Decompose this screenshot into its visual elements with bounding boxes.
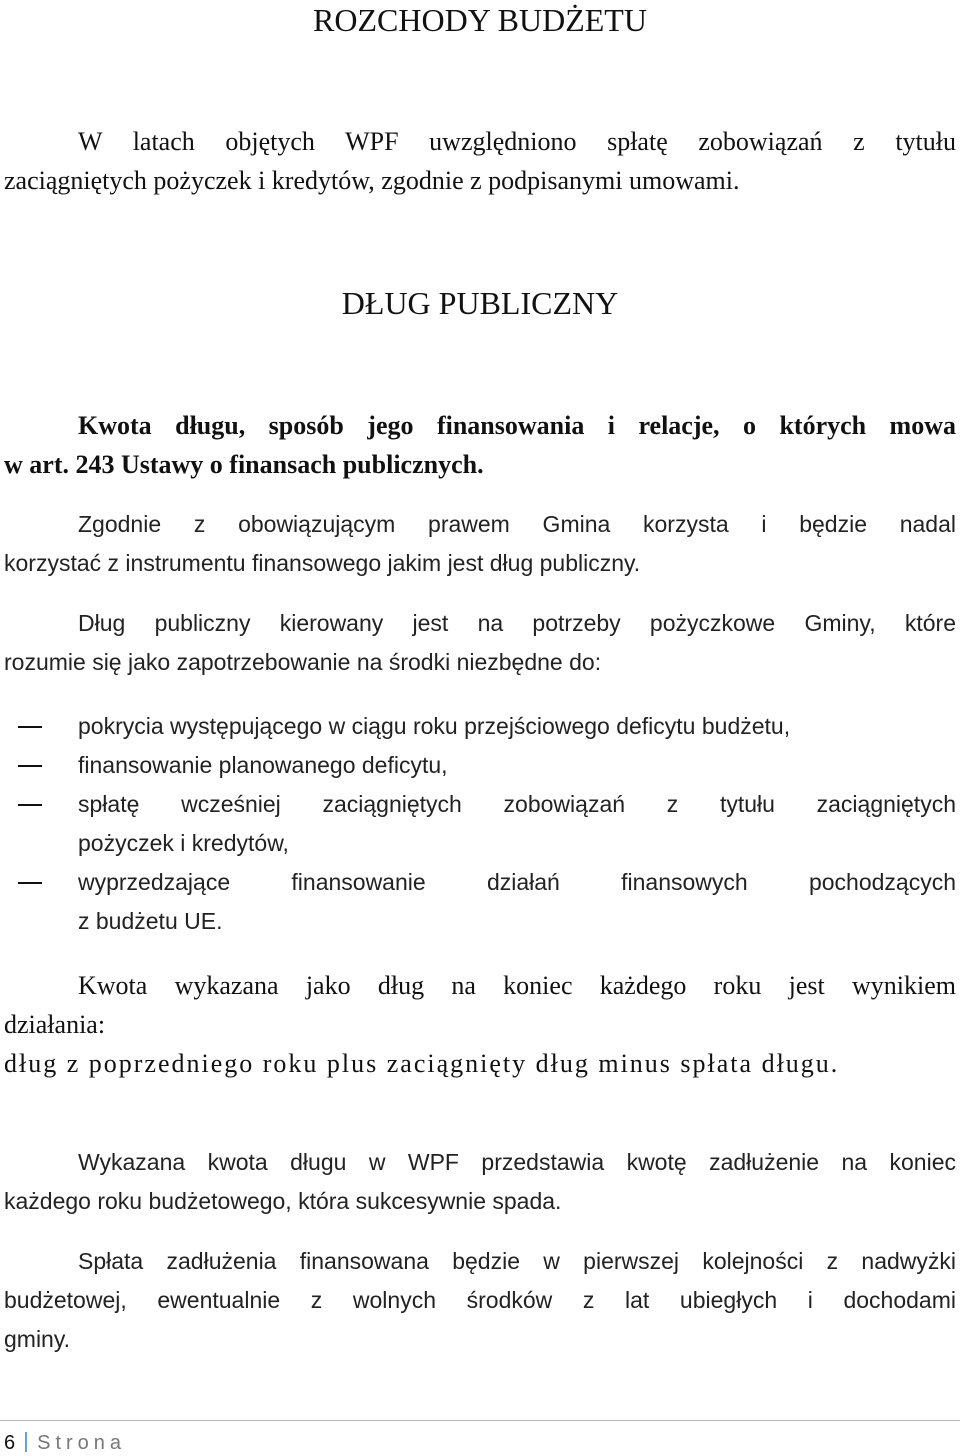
section-heading-dlug: DŁUG PUBLICZNY <box>341 285 619 321</box>
purposes-list <box>4 707 956 941</box>
list-item <box>4 785 956 863</box>
list-item <box>4 863 956 941</box>
text-line: działania: <box>4 1010 106 1039</box>
text-line: w art. 243 Ustawy o finansach publicznych. <box>4 450 484 479</box>
list-item-text: finansowanie planowanego deficytu, <box>78 752 448 778</box>
list-item-text: z budżetu UE. <box>78 908 223 934</box>
dash-bullet-icon <box>18 726 42 728</box>
text-line: Spłata zadłużenia finansowana będzie w pierwszej kolejności z nadwyżki <box>78 1248 956 1274</box>
debt-formula: dług z poprzedniego roku plus zaciągnięty dług minus spłata długu. <box>4 1049 840 1078</box>
paragraph-wykazana-kwota <box>4 1143 956 1221</box>
list-item-text: spłatę wcześniej zaciągniętych zobowiązań z tytułu zaciągniętych <box>78 791 956 817</box>
dash-bullet-icon <box>18 882 42 884</box>
text-line: Dług publiczny kierowany jest na potrzeby pożyczkowe Gminy, które <box>78 610 956 636</box>
footer-separator <box>25 1432 27 1452</box>
paragraph-dlug-publiczny <box>4 604 956 682</box>
dash-bullet-icon <box>18 765 42 767</box>
text-line: budżetowej, ewentualnie z wolnych środków z lat ubiegłych i dochodami <box>4 1287 956 1313</box>
text-line: Zgodnie z obowiązującym prawem Gmina korzysta i będzie nadal <box>78 511 956 537</box>
text-line: Kwota długu, sposób jego finansowania i relacje, o których mowa <box>78 411 956 440</box>
paragraph-kwota-wykazana <box>4 966 956 1083</box>
text-line: Wykazana kwota długu w WPF przedstawia kwotę zadłużenie na koniec <box>78 1149 956 1175</box>
paragraph-splata <box>4 1242 956 1359</box>
list-item-text: pożyczek i kredytów, <box>78 830 289 856</box>
dash-bullet-icon <box>18 804 42 806</box>
section-heading-rozchody: ROZCHODY BUDŻETU <box>313 2 647 38</box>
list-item <box>4 746 956 785</box>
footer-divider <box>0 1420 960 1421</box>
list-item <box>4 707 956 746</box>
text-line: rozumie się jako zapotrzebowanie na środki niezbędne do: <box>4 649 602 675</box>
text-line: zaciągniętych pożyczek i kredytów, zgodnie z podpisanymi umowami. <box>4 166 740 195</box>
text-line: każdego roku budżetowego, która sukcesywnie spada. <box>4 1188 562 1214</box>
list-item-text: pokrycia występującego w ciągu roku przejściowego deficytu budżetu, <box>78 713 791 739</box>
page-footer <box>4 1432 126 1454</box>
text-line: gminy. <box>4 1326 71 1352</box>
paragraph-zgodnie <box>4 505 956 583</box>
page-label: Strona <box>37 1432 127 1454</box>
text-line: Kwota wykazana jako dług na koniec każdego roku jest wynikiem <box>78 971 956 1000</box>
paragraph-rozchody <box>4 122 956 200</box>
list-item-text: wyprzedzające finansowanie działań finansowych pochodzących <box>78 869 956 895</box>
paragraph-kwota-dlugu <box>4 406 956 484</box>
text-line: korzystać z instrumentu finansowego jakim jest dług publiczny. <box>4 550 641 576</box>
text-line: W latach objętych WPF uwzględniono spłatę zobowiązań z tytułu <box>78 127 956 156</box>
page-number: 6 <box>4 1432 16 1454</box>
